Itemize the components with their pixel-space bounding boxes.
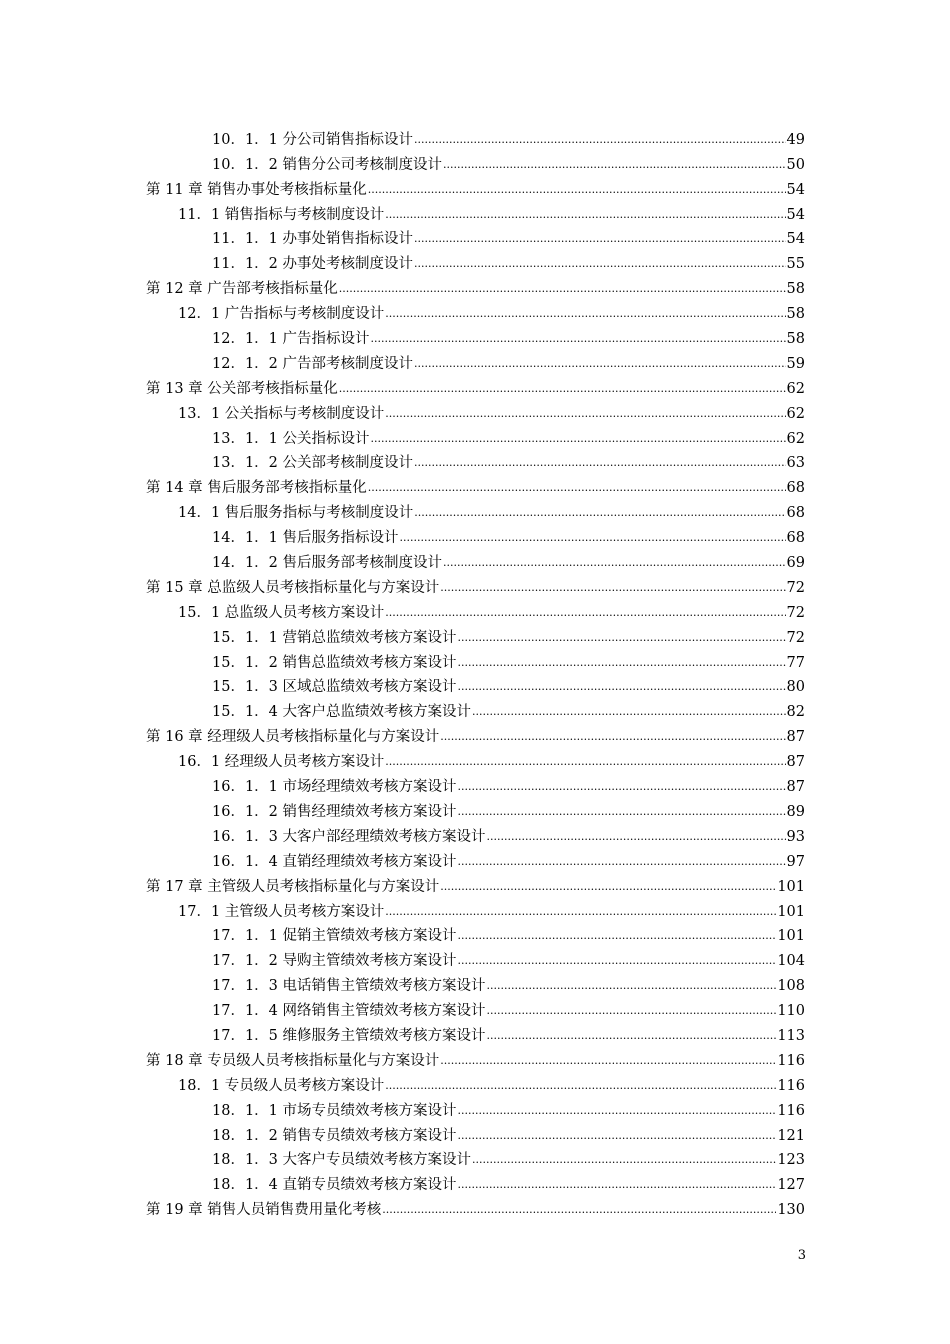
toc-entry-title: 16．1．4 直销经理绩效考核方案设计	[212, 853, 457, 870]
toc-entry-title: 17．1．4 网络销售主管绩效考核方案设计	[212, 1003, 486, 1020]
toc-entry[interactable]	[0, 622, 950, 647]
toc-entry-title: 12．1．2 广告部考核制度设计	[212, 355, 414, 372]
toc-entry-page: 101	[777, 903, 805, 920]
toc-entry-title: 第 13 章 公关部考核指标量化	[146, 380, 338, 397]
toc-entry-page: 62	[786, 430, 805, 447]
toc-entry-title: 12．1．1 广告指标设计	[212, 331, 370, 348]
toc-entry[interactable]	[0, 522, 950, 547]
toc-entry-title: 第 11 章 销售办事处考核指标量化	[146, 181, 367, 198]
dot-leader	[458, 1104, 777, 1118]
toc-entry[interactable]	[0, 298, 950, 323]
dot-leader	[385, 905, 776, 919]
toc-entry-page: 54	[786, 181, 805, 198]
toc-entry[interactable]	[0, 647, 950, 672]
dot-leader	[385, 606, 785, 620]
toc-entry[interactable]	[0, 1020, 950, 1045]
dot-leader	[458, 656, 786, 670]
dot-leader	[458, 680, 786, 694]
dot-leader	[458, 1129, 777, 1143]
toc-entry[interactable]	[0, 945, 950, 970]
dot-leader	[339, 382, 786, 396]
toc-entry-title: 18．1．3 大客户专员绩效考核方案设计	[212, 1152, 472, 1169]
dot-leader	[371, 432, 786, 446]
toc-entry-title: 15．1 总监级人员考核方案设计	[178, 604, 385, 621]
toc-entry-title: 18．1 专员级人员考核方案设计	[178, 1077, 385, 1094]
toc-entry-page: 108	[777, 978, 805, 995]
dot-leader	[382, 1203, 776, 1217]
toc-entry[interactable]	[0, 423, 950, 448]
toc-entry[interactable]	[0, 124, 950, 149]
toc-entry[interactable]	[0, 1120, 950, 1145]
dot-leader	[385, 407, 785, 421]
toc-entry-page: 72	[786, 604, 805, 621]
toc-entry[interactable]	[0, 398, 950, 423]
toc-entry-title: 11．1．1 办事处销售指标设计	[212, 231, 414, 248]
dot-leader	[440, 730, 785, 744]
toc-entry-page: 116	[777, 1052, 805, 1069]
toc-entry-title: 第 19 章 销售人员销售费用量化考核	[146, 1202, 382, 1219]
dot-leader	[385, 208, 785, 222]
toc-entry-title: 15．1．2 销售总监绩效考核方案设计	[212, 654, 457, 671]
dot-leader	[458, 954, 777, 968]
toc-entry[interactable]	[0, 796, 950, 821]
dot-leader	[443, 158, 786, 172]
toc-entry-title: 第 12 章 广告部考核指标量化	[146, 281, 338, 298]
dot-leader	[414, 232, 786, 246]
toc-entry[interactable]	[0, 224, 950, 249]
dot-leader	[400, 531, 786, 545]
toc-entry-page: 110	[777, 1003, 805, 1020]
toc-entry-title: 18．1．1 市场专员绩效考核方案设计	[212, 1102, 457, 1119]
toc-entry-title: 14．1．1 售后服务指标设计	[212, 530, 399, 547]
toc-entry-title: 14．1．2 售后服务部考核制度设计	[212, 555, 443, 572]
toc-entry-title: 第 17 章 主管级人员考核指标量化与方案设计	[146, 878, 440, 895]
toc-entry[interactable]	[0, 174, 950, 199]
toc-entry[interactable]	[0, 497, 950, 522]
toc-entry[interactable]	[0, 721, 950, 746]
dot-leader	[458, 805, 786, 819]
toc-entry-page: 54	[786, 206, 805, 223]
toc-entry-title: 17．1 主管级人员考核方案设计	[178, 903, 385, 920]
toc-entry[interactable]	[0, 1045, 950, 1070]
dot-leader	[371, 332, 786, 346]
toc-entry-page: 121	[777, 1127, 805, 1144]
toc-entry-title: 16．1 经理级人员考核方案设计	[178, 754, 385, 771]
toc-entry[interactable]	[0, 995, 950, 1020]
dot-leader	[385, 1079, 776, 1093]
toc-entry-title: 17．1．2 导购主管绩效考核方案设计	[212, 953, 457, 970]
toc-entry[interactable]	[0, 572, 950, 597]
toc-entry-title: 15．1．1 营销总监绩效考核方案设计	[212, 629, 457, 646]
toc-entry-title: 18．1．2 销售专员绩效考核方案设计	[212, 1127, 457, 1144]
dot-leader	[458, 780, 786, 794]
toc-entry-page: 101	[777, 928, 805, 945]
dot-leader	[487, 830, 786, 844]
toc-entry-page: 80	[786, 679, 805, 696]
dot-leader	[440, 1054, 776, 1068]
dot-leader	[414, 357, 786, 371]
dot-leader	[443, 556, 786, 570]
toc-entry-title: 11．1．2 办事处考核制度设计	[212, 256, 414, 273]
toc-entry[interactable]	[0, 672, 950, 697]
dot-leader	[487, 1004, 777, 1018]
toc-entry-page: 89	[786, 803, 805, 820]
toc-entry-page: 97	[786, 853, 805, 870]
toc-entry-title: 第 16 章 经理级人员考核指标量化与方案设计	[146, 729, 440, 746]
toc-entry[interactable]	[0, 547, 950, 572]
toc-entry-page: 77	[786, 654, 805, 671]
toc-entry-page: 55	[786, 256, 805, 273]
dot-leader	[339, 282, 786, 296]
toc-entry[interactable]	[0, 149, 950, 174]
toc-entry-page: 49	[786, 131, 805, 148]
toc-entry-page: 87	[786, 729, 805, 746]
page-number: 3	[797, 1248, 806, 1263]
toc-entry-title: 15．1．3 区域总监绩效考核方案设计	[212, 679, 457, 696]
dot-leader	[487, 979, 777, 993]
toc-entry-title: 第 15 章 总监级人员考核指标量化与方案设计	[146, 579, 440, 596]
toc-entry[interactable]	[0, 273, 950, 298]
toc-entry-page: 58	[786, 331, 805, 348]
toc-entry-page: 104	[777, 953, 805, 970]
toc-entry[interactable]	[0, 248, 950, 273]
toc-entry-title: 18．1．4 直销专员绩效考核方案设计	[212, 1177, 457, 1194]
dot-leader	[440, 581, 785, 595]
toc-entry-title: 11．1 销售指标与考核制度设计	[178, 206, 385, 223]
toc-entry-page: 50	[786, 156, 805, 173]
toc-entry-title: 10．1．1 分公司销售指标设计	[212, 131, 414, 148]
dot-leader	[458, 631, 786, 645]
dot-leader	[385, 755, 785, 769]
dot-leader	[414, 456, 786, 470]
toc-entry-title: 17．1．3 电话销售主管绩效考核方案设计	[212, 978, 486, 995]
toc-entry-title: 第 18 章 专员级人员考核指标量化与方案设计	[146, 1052, 440, 1069]
toc-entry[interactable]	[0, 323, 950, 348]
dot-leader	[472, 705, 786, 719]
toc-entry-page: 68	[786, 480, 805, 497]
toc-entry-title: 第 14 章 售后服务部考核指标量化	[146, 480, 367, 497]
toc-entry[interactable]	[0, 921, 950, 946]
toc-entry[interactable]	[0, 896, 950, 921]
toc-entry[interactable]	[0, 448, 950, 473]
toc-entry-page: 72	[786, 579, 805, 596]
toc-entry-page: 69	[786, 555, 805, 572]
toc-entry[interactable]	[0, 1169, 950, 1194]
toc-entry-page: 87	[786, 754, 805, 771]
toc-entry-title: 17．1．1 促销主管绩效考核方案设计	[212, 928, 457, 945]
toc-entry[interactable]	[0, 970, 950, 995]
toc-entry-title: 12．1 广告指标与考核制度设计	[178, 306, 385, 323]
toc-entry-page: 58	[786, 306, 805, 323]
toc-entry-page: 113	[777, 1027, 805, 1044]
toc-entry[interactable]	[0, 472, 950, 497]
toc-entry[interactable]	[0, 1070, 950, 1095]
toc-entry-page: 59	[786, 355, 805, 372]
toc-entry[interactable]	[0, 373, 950, 398]
dot-leader	[440, 880, 776, 894]
dot-leader	[368, 183, 786, 197]
toc-entry-title: 16．1．1 市场经理绩效考核方案设计	[212, 779, 457, 796]
toc-entry-page: 68	[786, 505, 805, 522]
toc-entry-page: 116	[777, 1077, 805, 1094]
toc-entry[interactable]	[0, 1145, 950, 1170]
toc-entry-title: 15．1．4 大客户总监绩效考核方案设计	[212, 704, 472, 721]
toc-entry-title: 16．1．2 销售经理绩效考核方案设计	[212, 803, 457, 820]
toc-entry[interactable]	[0, 846, 950, 871]
dot-leader	[368, 481, 786, 495]
toc-entry-title: 16．1．3 大客户部经理绩效考核方案设计	[212, 828, 486, 845]
dot-leader	[385, 307, 785, 321]
toc-entry-title: 13．1．1 公关指标设计	[212, 430, 370, 447]
toc-entry[interactable]	[0, 771, 950, 796]
table-of-contents	[0, 124, 950, 1219]
dot-leader	[458, 929, 777, 943]
toc-entry-page: 93	[786, 828, 805, 845]
toc-entry-page: 82	[786, 704, 805, 721]
toc-entry-page: 127	[777, 1177, 805, 1194]
toc-entry[interactable]	[0, 746, 950, 771]
dot-leader	[487, 1029, 777, 1043]
toc-entry[interactable]	[0, 871, 950, 896]
toc-entry[interactable]	[0, 1095, 950, 1120]
toc-entry[interactable]	[0, 348, 950, 373]
toc-entry-page: 62	[786, 405, 805, 422]
toc-entry-page: 87	[786, 779, 805, 796]
toc-entry-page: 123	[777, 1152, 805, 1169]
dot-leader	[472, 1153, 776, 1167]
toc-entry-page: 116	[777, 1102, 805, 1119]
toc-entry-page: 62	[786, 380, 805, 397]
toc-entry[interactable]	[0, 199, 950, 224]
toc-entry-title: 10．1．2 销售分公司考核制度设计	[212, 156, 443, 173]
toc-entry-page: 54	[786, 231, 805, 248]
toc-entry[interactable]	[0, 821, 950, 846]
dot-leader	[414, 133, 786, 147]
toc-entry-page: 130	[777, 1202, 805, 1219]
dot-leader	[414, 257, 786, 271]
dot-leader	[458, 855, 786, 869]
toc-entry-title: 13．1．2 公关部考核制度设计	[212, 455, 414, 472]
toc-entry-title: 17．1．5 维修服务主管绩效考核方案设计	[212, 1027, 486, 1044]
toc-entry-title: 13．1 公关指标与考核制度设计	[178, 405, 385, 422]
toc-entry-page: 72	[786, 629, 805, 646]
toc-entry-page: 68	[786, 530, 805, 547]
toc-entry-page: 101	[777, 878, 805, 895]
toc-entry-title: 14．1 售后服务指标与考核制度设计	[178, 505, 414, 522]
toc-entry[interactable]	[0, 1194, 950, 1219]
toc-entry[interactable]	[0, 696, 950, 721]
toc-entry-page: 63	[786, 455, 805, 472]
dot-leader	[414, 506, 785, 520]
dot-leader	[458, 1178, 777, 1192]
toc-entry-page: 58	[786, 281, 805, 298]
toc-entry[interactable]	[0, 597, 950, 622]
